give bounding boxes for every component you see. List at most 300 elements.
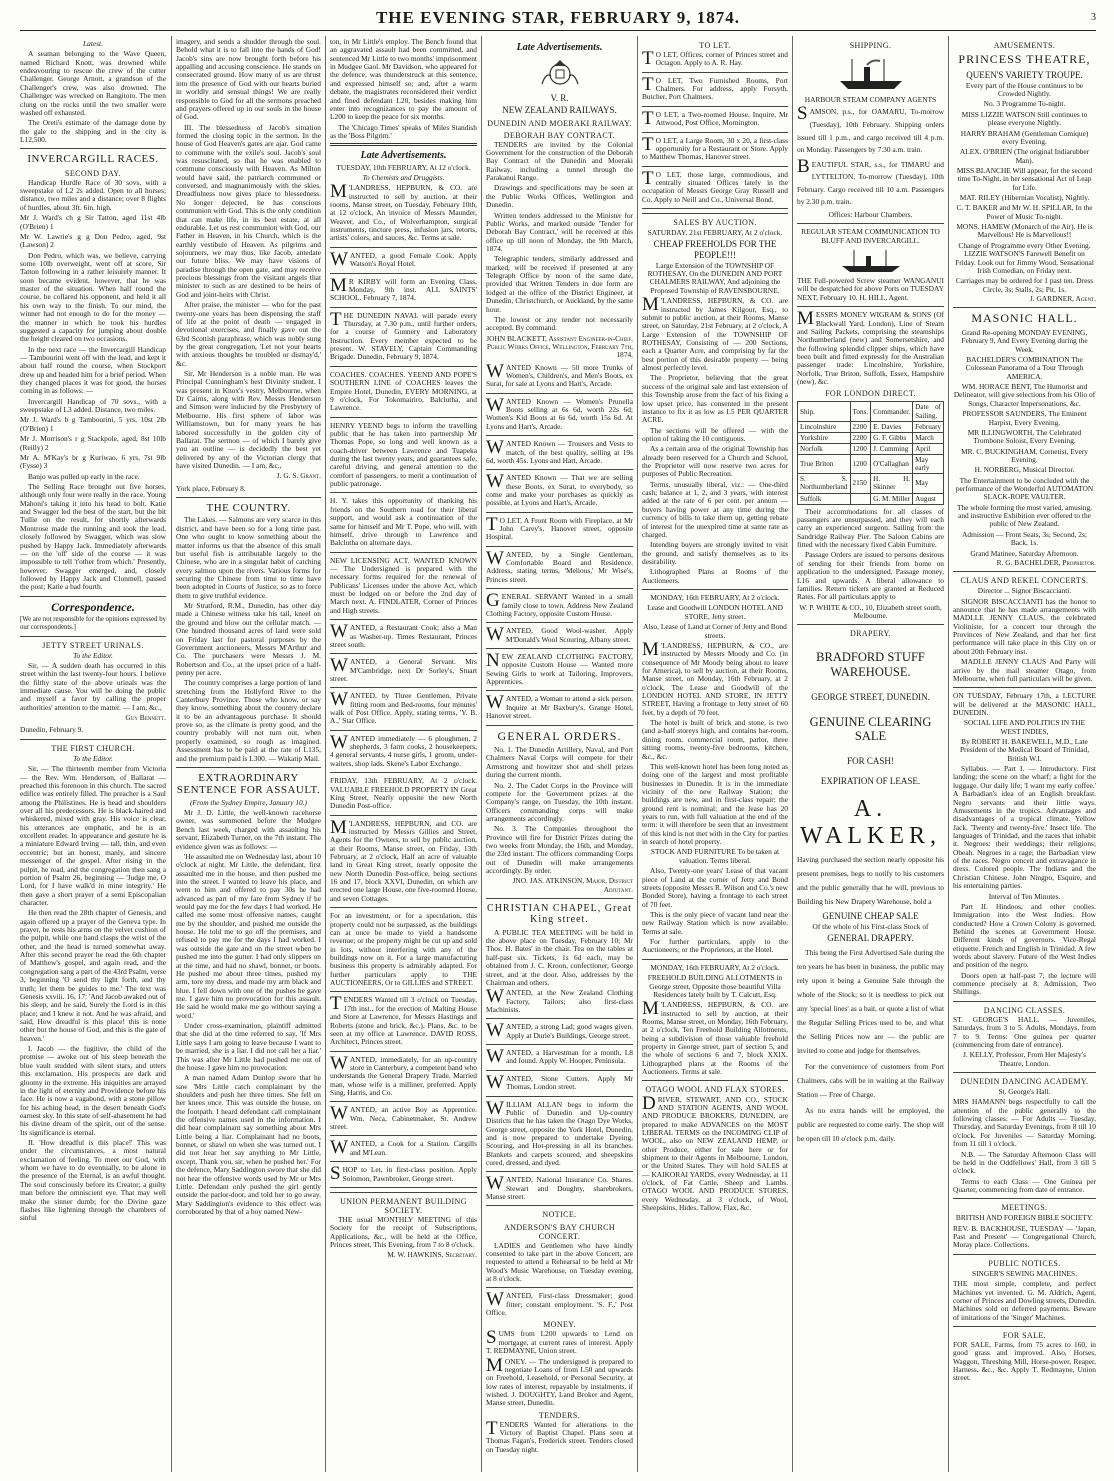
- ad-text: ILLIAM ALLAN begs to inform the Public of Dunedin and Up-country Districts that he has taken the Otago Dye Works, George street, opposite the York Hotel, Dunedin, and is now prepared to undertake Dyeing, Scouring, and Hot-pressing in all its branches. Blankets and carpets scoured, and sheepskins cured, dressed, and dyed.: [486, 1099, 633, 1168]
- drop-cap: W: [486, 394, 504, 416]
- paragraph: Part II. Hindoos, and other coolies. Immigration into the West Indies. How conducted? How a Crown Colony is governed. Behind the scenes at Government House. Different kinds of governors. Vice-Regal etiquette. French and English in Trinidad. A few words about slavery. Future of the West Indies and position of the negro.: [953, 901, 1096, 970]
- tenders-heading: TENDERS.: [538, 1410, 581, 1420]
- classified-ad: [642, 73, 788, 102]
- divider: [486, 435, 633, 436]
- table-cell: True Briton: [798, 455, 851, 474]
- ad-text: ANTED, immediately, for an up-country store in Canterbury, a competent hand who understands the General Drapery Trade. Married man, whose wife is a milliner, preferred. Apply Sing, Harris, and Co.: [330, 1054, 477, 1098]
- ad-text: ANTED, Stone Cutters. Apply Mr Thomas, London street.: [505, 1073, 633, 1092]
- paragraph: Having purchased the section nearly opposite his present premises, begs to notify to his customers and the public generally that he will, previous to Building his New Drapery Warehouse, hold a: [797, 854, 944, 906]
- program-line: H. NORBERG, Musical Director.: [974, 465, 1075, 475]
- program-line: Admission — Front Seats, 3s; Second, 2s; Back, 1s.: [962, 529, 1087, 548]
- divider: [486, 1205, 633, 1206]
- drop-cap: B: [797, 155, 810, 177]
- drop-cap: T: [642, 133, 654, 155]
- ad-text: HOP to Let, in first-class position. Apply Solomon, Pawnbroker, George street.: [342, 1165, 477, 1183]
- divider: [486, 690, 633, 691]
- drop-cap: W: [330, 621, 348, 643]
- divider: [20, 148, 166, 149]
- table-cell: 1200: [850, 455, 871, 474]
- ad-text: ENDERS Wanted till 3 o'clock on Tuesday, 17th inst., for the erection of Malting House and Store at Lawrence, for Messrs Hastings and Roberts (stone and brick, &c.). Plans, &c. to be seen at my office at Lawrence. DAVID ROSS, Architect, Princes street.: [330, 995, 477, 1047]
- ad-text: NEW LICENSING ACT. WANTED KNOWN — The Undersigned is prepared with the necessary forms required for the renewal of Publicans' Licenses under the above Act, which must be lodged on or before the 2nd day of March next. A. FINDLATER, Corner of Princes and High streets.: [330, 555, 477, 615]
- divider: [486, 648, 633, 649]
- program-line: Change of Programme every Other Evening. LIZZIE WATSON'S Farewell Benefit on Friday. Look out for Jimmy Wood, Sensational Irish Comedian, on Friday next.: [955, 240, 1094, 275]
- table-cell: [850, 493, 871, 504]
- table-cell: S. S. Northumberland: [798, 474, 851, 493]
- paragraph: As a certain area of the original Township has already been reserved for a Church and School, the Proprietor will now reserve two acres for purposes of Public Recreation.: [642, 444, 788, 479]
- table-cell: April: [913, 443, 944, 454]
- walker-name: A. WALKER,: [800, 796, 941, 850]
- paragraph: No. 1. The Dunedin Artillery, Naval, and Port Chalmers Naval Corps will compete for their Armstrong and howitzer shot and shell prizes during the current month.: [486, 745, 633, 780]
- masonic-hall: MASONIC HALL.: [971, 311, 1078, 326]
- drop-cap: T: [642, 48, 654, 70]
- ad-text: ANTED, a Restaurant Cook; also a Man as Washer-up. Times Restaurant, Princes street south.: [330, 623, 477, 649]
- ad-text: R KIRBY will form an Evening Class, Monday, 9th inst. ALL SAINTS' SCHOOL. February 7, 1874.: [330, 276, 477, 303]
- drop-cap: W: [486, 1071, 504, 1093]
- ad-text: For an investment, or for a speculation, this property could not be surpassed, as the buildings can at once be made to yield a handsome revenue; or the property might be cut up and sold in lots, without interfering with any of the buildings now on it. For a large manufacturing business this property is admirably adapted. For further particulars apply to THE AUCTIONEERS, Or to GILLIES and STREET.: [330, 911, 477, 988]
- rail-contract: DEBORAH BAY CONTRACT.: [503, 130, 616, 140]
- table-cell: May: [913, 474, 944, 493]
- classified-ad: [642, 48, 788, 70]
- drop-cap: T: [642, 167, 654, 189]
- divider: [486, 512, 633, 513]
- rail-subheading: DUNEDIN AND MOERAKI RAILWAY.: [487, 118, 632, 128]
- program-line: MISS BLANCHE Will appear, for the second time To-Night, in her sensational Act of Leap for Life.: [956, 165, 1093, 192]
- auction-heading: SALES BY AUCTION.: [673, 218, 757, 228]
- drop-cap: W: [330, 1052, 348, 1074]
- classified-ad: [642, 638, 788, 717]
- letter-body: I. Jacob — the fugitive, the child of the promise — awoke out of his sleep beneath the blue vault studded with silent stars, and utters this exclamation. His prospects are dark and gloomy in the extreme. His iniquities are arrayed in the light of eternity and Providence before his face. He is now a vagabond, with a stone pillow for his aching head, in the desert beneath God's earnest sky. In this state of self-abasement he had his divine dream of the spirit, out of the sense. Its significance is eternal.: [20, 1044, 166, 1137]
- drop-cap: G: [486, 590, 500, 612]
- divider: [642, 1080, 788, 1081]
- drop-cap: M: [330, 181, 347, 203]
- classified-ad: [486, 624, 633, 646]
- general-drapery: GENERAL DRAPERY.: [827, 933, 914, 944]
- letter-body: Sir, — A sudden death has occurred in this street within the last twenty-four hours. I believe the filthy state of the above urinals was the immediate cause. You will be doing the public and myself a favor by calling the proper authorities' attention to the matter. — I am, &c.,: [20, 660, 166, 712]
- letter-signature: J. G. S. Grant.: [276, 471, 321, 481]
- paragraph: This is the only piece of vacant land near the new Railway Station which is now available. Terms at sale.: [642, 910, 788, 936]
- classified-ads: [486, 986, 633, 1206]
- ad-text: EW ZEALAND CLOTHING FACTORY, opposite Custom House — Wanted more Sewing Girls to work at Tailoring, Improvers, Apprentices.: [486, 652, 633, 687]
- for-cash: FOR CASH!: [847, 756, 894, 767]
- column-header: Tons.: [850, 402, 871, 421]
- paragraph: The Lakes. — Salmons are very scarce in this district, and have been so for a long time past. One who ought to know something about the matter informs us that the absence of this small but useful fish is attributable largely to the Chinese, who are in a singular habit of catching every salmon upon the rivers. Various forms for securing the Chinese from time to time have been adopted in Courts of Justice, so as to force them to give truthful evidence.: [176, 515, 321, 600]
- divider: [176, 497, 321, 498]
- divider: [330, 772, 477, 773]
- shipping-heading: SHIPPING.: [849, 41, 892, 50]
- paragraph: THE usual MONTHLY MEETING of this Society for the receipt of Subscriptions, Applications, &c., will be held at the Office, Princes street, This Evening, from 7 to 8 o'clock.: [330, 1214, 477, 1250]
- paragraph: Under cross-examination, plaintiff admitted that she did at the time referred to say, 'If Mrs Little says I am going to leave because I want to be married, she is a liar. I did not call her a liar.' This was after Mr Little had pushed me out of the house. I gave him no provocation.: [176, 1021, 321, 1072]
- ad-text: AMSON, p.s., for OAMARU, To-morrow (Tuesday), 10th February. Shipping orders issued till 1 p.m., and cargo received till 4 p.m. on Monday. Passengers by 7.30 a.m. train.: [797, 107, 944, 155]
- race-result: Mr J. Morrison's r g Stackpole, aged, 8st 10lb (Reilly) 2: [20, 434, 166, 452]
- paragraph: Handicap Hurdle Race of 30 sovs, with a sweepstake of L2 2s added. Open to all horses; distance, two miles and a distance; over 8 flights of hurdles, about 3ft. 6in. high.: [20, 177, 166, 212]
- column-rule: [792, 36, 793, 1472]
- divider: [953, 571, 1096, 572]
- auction-date: SATURDAY, 21st FEBRUARY, At 2 o'clock.: [647, 228, 783, 238]
- late-ads-heading: Late Advertisements.: [516, 42, 603, 53]
- classified-ad: [486, 1046, 633, 1068]
- divider: [486, 1044, 633, 1045]
- table-cell: 2150: [850, 474, 871, 493]
- column-6: [797, 38, 944, 1470]
- classified-ad: [486, 437, 633, 465]
- divider: [330, 730, 477, 731]
- paragraph: Lithographed Plans at Rooms of the Auctioneers.: [642, 567, 788, 585]
- ad-text: ANTED, a General Servant. Mrs M'Cambridge, next Dr Sorley's, Stuart street.: [330, 657, 477, 683]
- ad-text: ANTED Known — Trousers and Vests to match, of the best quality, selling at 19s 6d, worth 45s. Lyons and Hart, Arcade.: [486, 439, 633, 465]
- auction-date: TUESDAY, 10th FEBRUARY, At 12 o'clock.: [336, 162, 471, 172]
- classified-ad: [330, 497, 477, 547]
- auction-subtitle: To Chemists and Druggists.: [362, 172, 445, 182]
- london-heading: FOR LONDON DIRECT.: [825, 389, 916, 399]
- paragraph: Banjo was pulled up early in the race.: [28, 471, 140, 481]
- program-line: MR ILLINGWORTH, The Celebrated Trombone Soloist, Every Evening.: [967, 427, 1082, 446]
- paragraph: III. The blessedness of Jacob's situation formed the closing topic in the sermon. In the house of God Heaven's gates are ajar. God came to commune with the exile's soul. Jacob's soul was resuscitated, so that he was enabled to commune consciously with Heaven. As Milton would have said, the patriarch communed or conversed, and magnanimously with the skies. Dreadfulness now gives place to blessedness. No longer dejected, he has conscious communion with God. This is the only condition that can make life, in its best estate, at all endurable. Let us rest communion with God, our Father in Heaven, in his Church, which is the earthly vestibule of Heaven. As pilgrims and sojourners, we may thus, like Jacob, antedate our future bliss. We may have visions of paradise through the open gate, and may receive precious blessings from the visitant angels that minister to such as are destined to be heirs of God and joint-heirs with Christ.: [176, 122, 321, 299]
- table-row: [798, 443, 944, 454]
- drop-cap: W: [486, 1289, 504, 1311]
- classified-ad: [330, 731, 477, 768]
- rail-signature: JOHN BLACKETT, Assistant Engineer-in-Chief. Public Works Office, Wellington, February 7th, 1874.: [486, 333, 633, 360]
- paragraph: The country comprises a large portion of land stretching from the Hollyford River to the Canterbury Province. Those who know, or say they know, something about the country declare it to be an advantageous purchase. It should prove so, as the climate is pretty good, and the country probably will not turn out, when properly examined, so rough as imagined. Assessment has to be paid at the rate of L135, and the premium paid is L300. — Wakatip Mail.: [176, 678, 321, 763]
- classified-ads: [330, 181, 477, 1188]
- latest-heading: Latest.: [83, 39, 103, 48]
- paragraph: Their accommodations for all classes of passengers are unsurpassed, and they will each carry an experienced surgeon. Sailing from the Sandridge Railway Pier. The Saloon Cabins are fitted with the necessary fixed Cabin Furniture.: [797, 506, 944, 550]
- classified-ad: [330, 557, 477, 616]
- classified-ad: [486, 1097, 633, 1168]
- divider: [486, 898, 633, 899]
- lecture-notice: ON TUESDAY, February 17th, a LECTURE will be delivered at the MASONIC HALL, DUNEDIN.: [953, 691, 1096, 717]
- classified-ad: [486, 1354, 633, 1408]
- divider: [953, 687, 1096, 688]
- lecturer: By ROBERT H. BAKEWELL, M.D., Late President of the Medical Board of Trinidad, British W.I.: [959, 737, 1090, 763]
- divider: [330, 273, 477, 274]
- ad-text: ANTED Known — That we are selling these Boots, ex Surat, to everybody, so come and make your purchases as quickly as possible, at Lyons and Hart's, Arcade.: [486, 473, 633, 508]
- divider: [330, 307, 477, 308]
- divider: [330, 619, 477, 620]
- ad-text: UMS from L200 upwards to Lend on mortgage, at current rates of interest. Apply T. REDMAYNE, Union street.: [486, 1329, 633, 1356]
- paragraph: A man named Adam Dunlop swore that he saw 'Mrs Little catch complainant by the shoulders and push her three times. She fell on her knees once. This was outside the house, on the footpath. I heard defendant call complainant the offensive names used in the information. I did hear complainant say something about Mrs Little being a liar. Complainant had no boots, bonnet, or shawl on when she was turned out. I did not hear her say anything to Mr Little, except, Thank you, sir, when he pushed her.' For the defence, Mary Saddington swore that she did not hear the offensive words used by Mr or Mrs Little. Defendant only pushed the girl gently outside the parlor-door, and told her to go away. Mary Saddington's evidence to this effect was corroborated by that of a boy named New-: [176, 1073, 321, 1216]
- paragraph: Intending buyers are strongly invited to visit the ground, and satisfy themselves as to its desirability.: [642, 540, 788, 566]
- ad-text: ANTED, a good Female Cook. Apply Watson's Royal Hotel.: [349, 250, 477, 269]
- table-cell: O'Callaghan: [871, 455, 913, 474]
- singer-heading: SINGER'S SEWING MACHINES.: [971, 1268, 1077, 1278]
- bible-heading: BRITISH AND FOREIGN BIBLE SOCIETY.: [955, 1213, 1094, 1223]
- drop-cap: W: [330, 731, 348, 753]
- paragraph: Mr Stratford, R.M., Dunedin, has other day made a Chinese witness take his tail, kneel on the ground and blow out the cellular match. — One hundred thousand acres of land were sold on Friday last for pastoral purposes by the Government auctioneers, Messrs M'Arthur and Co. The purchasers were Messrs J. M. Robertson and Co., at the upset price of a half-penny per acre.: [176, 601, 321, 677]
- paragraph: imagery, and sends a shudder through the soul. Behold what it is to fall into the hands of God! Jacob's sins are now brought forth before his appalling and accusing conscience. He stands on consecrated ground. How many of us are thrust into the presence of God with our hearts buried in worldly and sensual things! We are really responsible to God for all the sermons preached and prayers offered up in our souls in the house of God.: [176, 38, 321, 122]
- ad-text: ANTED, First-class Dressmaker; good fitter; constant employment. 'S. F.,' Post Office.: [486, 1291, 633, 1318]
- paragraph: No. 2. The Cadet Corps in the Province will compete for the Government prizes at the Company's range, on Tuesday, the 10th instant. Officers commanding corps will make arrangements accordingly.: [486, 780, 633, 823]
- paragraph: Doors open at half-past 7; the lecture will commence precisely at 8. Admission, Two Shillings.: [953, 970, 1096, 997]
- classified-ad: [797, 103, 944, 156]
- classified-ad: [642, 107, 788, 129]
- classified-ad: [486, 1071, 633, 1093]
- divider: [330, 991, 477, 992]
- ad-text: ANTED immediately — 6 ploughmen, 2 shepherds, 3 farm cooks, 2 housekeepers, 4 general servants, 4 nurse girls, 1 groom, under-waiters, shop lads. Skene's Labor Exchange.: [330, 733, 477, 768]
- academy-heading: DUNEDIN DANCING ACADEMY.: [960, 1077, 1089, 1086]
- classified-ad: [486, 1020, 633, 1042]
- divider: [953, 1001, 1096, 1002]
- table-row: [798, 455, 944, 474]
- divider: [330, 1161, 477, 1162]
- letter-salutation: To the Editor.: [73, 753, 113, 763]
- paragraph: Syllabus. — Part I. — Introductory. First landing; the scene on the wharf; a fight for the luggage. Our daily life; 'I want my early coffee.' A Barbadian's idea of an English breakfast. Negro servants and their little ways. Amusements in the tropics. Advantages and disadvantages of a tropical climate. Yellow Jack. 'Twenty and twenty-five.' Insect life. The languages of Trinidad, and the races that inhabit it. Negroes: their weddings; their religions; Obeah. Negroes in a rage; the Barbadian view of the races. Negro conceit and extravagance in dress. Colored people. The Indians and the Christian Chinese. John Ningpo, Esquire, and his entertaining parties.: [953, 764, 1096, 891]
- divider: [642, 213, 788, 214]
- program-line: MR. C. BUCKINGHAM, Cornetist, Every Evening.: [961, 446, 1088, 464]
- stock-line: Of the whole of his First-class Stock of: [812, 921, 929, 931]
- classified-ad: [486, 1289, 633, 1318]
- letter-title: THE FIRST CHURCH.: [51, 743, 135, 753]
- ad-text: ANTED, by Three Gentlemen, Private fitting room and Bed-rooms, four minutes' walk of Post Office. Apply, stating terms, 'Y. B. A.,' Star Office.: [330, 691, 477, 726]
- paragraph: The 'Chicago Times' speaks of Miles Standish as the 'Boss Pilgrim.': [330, 122, 477, 140]
- royal-crest-icon: [532, 56, 588, 90]
- letter-title: JETTY STREET URINALS.: [42, 640, 144, 650]
- claus-heading: CLAUS AND REKEL CONCERTS.: [960, 576, 1089, 586]
- race-result: Mr W. Lawrie's g g Don Pedro, aged, 9st (Lawson) 2: [20, 231, 166, 250]
- drop-cap: W: [486, 547, 504, 569]
- divider: [330, 653, 477, 654]
- paragraph: Don Pedro, which was, we believe, carrying some 10lb overweight, went off at score, Sir Tatton following in a rather leisurely manner. It soon became evident, however, that he was master of the situation. When half round the course, he collared his opponent, and held it all his own way to the finish. To our mind, the winner had not enough to do for the money — the manner in which he took his hurdles suggested a capacity for jumping about double the height cleared on two occasions.: [20, 250, 166, 344]
- column-7: [953, 38, 1096, 1470]
- ad-text: H. Y. takes this opportunity of thanking his friends on the Southern road for their liberal support, and would ask a continuation of the same for himself and Mr T. Pope, who will, with himself, drive through to Lawrence and Balclutha on alternate days.: [330, 496, 477, 548]
- cheap-freeholds: CHEAP FREEHOLDS FOR THE PEOPLE!!!: [653, 239, 777, 260]
- drop-cap: S: [797, 103, 808, 125]
- classified-ad: [486, 1173, 633, 1202]
- princess-theatre: PRINCESS THEATRE,: [958, 52, 1091, 67]
- race-result: Mr J. Ward's ch g Sir Tatton, aged 11st 4lb (O'Brien) 1: [20, 213, 166, 231]
- paragraph: SIGNOR BISCACCIANTI has the honor to announce that he has made arrangements with MADLLE JENNY CLAUS, the celebrated Violiniste, for a concert tour through the Provinces of New Zealand, and that her first performance will take place in this City on or about 20th February inst.: [953, 596, 1096, 656]
- sentence-heading: EXTRAORDINARY SENTENCE FOR ASSAULT.: [176, 771, 321, 797]
- race-result: Mr J. Ward's b g Tambourini, 5 yrs, 10st 2lb (O'Brien) 1: [20, 415, 166, 433]
- drop-cap: T: [330, 993, 342, 1015]
- meetings-heading: MEETINGS.: [1001, 1203, 1048, 1213]
- divider: [330, 1135, 477, 1136]
- paragraph: No. 3. The Companies throughout the Province will fire for District Prizes during the two weeks from Monday, the 16th, and Monday, the 23rd instant. The officers commanding Corps out of Dunedin will make arrangements accordingly. By order.: [486, 824, 633, 876]
- classified-ad: [486, 513, 633, 542]
- ad-text: ENERAL SERVANT Wanted in a small family close to town. Address New Zealand Clothing Factory, opposite Custom House.: [486, 592, 633, 618]
- paragraph: Passage Orders are issued to persons desirous of sending for their friends from home on application to the undersigned. Passage money, L16 and upwards. A liberal allowance to families. Return tickets are granted at Reduced Rates. For all particulars apply to: [797, 550, 944, 602]
- paragraph: Mr J. D. Little, the well-known racehorse owner, was summoned before the Mudgee Bench last week, charged with assaulting his servant, Elizabeth Turner, on the 7th instant. The evidence given was as follows: —: [176, 808, 321, 851]
- ad-text: COACHES. COACHES. YEEND AND POPE'S SOUTHERN LINE of COACHES leaves the Empire Hotel, Dunedin, EVERY MORNING, at 9 o'clock, For Tokomairiro, Balclutha, and Lawrence.: [330, 369, 477, 413]
- divider: [486, 725, 633, 726]
- paragraph: ST. GEORGE'S HALL. — Juveniles, Saturdays, from 3 to 5. Adults, Mondays, from 7 to 9. Terms: One guinea per quarter (commencing from date of entrance).: [953, 1014, 1096, 1049]
- program-line: WM. HORACE BENT, The Humorist and Delineator, will give selections from his Olio of Songs, Character Impersonations, &c.: [953, 382, 1096, 408]
- classified-ad: [330, 422, 477, 489]
- sailing-table: [797, 401, 944, 504]
- classified-ad: [486, 650, 633, 687]
- table-cell: Yorkshire: [798, 432, 851, 443]
- divider: [486, 1096, 633, 1097]
- chapel-heading: CHRISTIAN CHAPEL, Great King street.: [487, 903, 632, 926]
- union-signature: M. W. HAWKINS, Secretary.: [387, 1250, 477, 1260]
- steamship-icon: [834, 53, 908, 93]
- paragraph: A PUBLIC TEA MEETING will be held in the above place on Tuesday, February 10; Mr Thos. H. Bates' in the chair. Tea on the tables at half-past six. Tickets, 1s 6d each, may be obtained from J. C. Kroon, confectioner, George street, and at the door. Also, addresses by the Chairman and others.: [486, 927, 633, 987]
- table-cell: 2200: [850, 432, 871, 443]
- drop-cap: W: [486, 1173, 504, 1195]
- program-line: BACHELDER'S COMBINATION The Colossean Panorama of a Tour Through AMERICA.: [965, 354, 1084, 381]
- auction-date: MONDAY, 16th FEBRUARY, At 2 o'clock.: [650, 593, 780, 603]
- masonic-program: [953, 329, 1096, 558]
- divider: [486, 588, 633, 589]
- paragraph: This well-known hotel has been long noted as doing one of the largest and most profitable businesses in Dunedin. It is in the immediate vicinity of the new Railway Station; the buildings are new, and in first-class repair; the ground rent is nominal; and the lease has 20 years to run, with full valuation at the end of the term: it will therefore be seen that an investment of this kind is not met with in the City for parties in search of hotel property.: [642, 761, 788, 847]
- drop-cap: W: [330, 689, 348, 711]
- ad-text: ANTED, an active Boy as Apprentice. Wm. Neca, Cabinetmaker, St. Andrew street.: [330, 1105, 477, 1132]
- program-line: ALEX. O'BRIEN (The original Indiarubber Man).: [959, 147, 1090, 165]
- classified-ads: [642, 48, 788, 209]
- drop-cap: T: [330, 308, 342, 330]
- drop-cap: M: [797, 308, 814, 330]
- paragraph: LADIES and Gentlemen who have kindly consented to take part in the above Concert, are requested to attend a Rehearsal to be held at Mr Wood's Music Warehouse, on Tuesday evening, at 8 o'clock.: [486, 1240, 633, 1283]
- column-5: [642, 38, 788, 1470]
- paragraph: A seaman belonging to the Wave Queen, named Richard Knott, was drowned while endeavouring to rescue the crew of the cutter Challenger. George Arnott, a grandson of the Challenger's crew, was also drowned. The Challenger was wrecked on Rangitoto. The men clung on the rocks until the two smaller were washed off exhausted.: [20, 49, 166, 117]
- program-line: Every part of the House continues to be Crowded Nightly.: [965, 80, 1084, 99]
- column-rule: [481, 36, 482, 1472]
- paragraph: The Proprietor, believing that the great success of the original sale and last extension of this Township arose from the fact of his fixing a low upset price, has consented in the present instance to fix it as low as L5 PER QUARTER ACRE.: [642, 373, 788, 425]
- program-line: Grand Matinee, Saturday Afternoon.: [970, 548, 1079, 558]
- table-cell: G. M. Miller: [871, 493, 913, 504]
- divider: [953, 1198, 1096, 1199]
- classified-ad: [797, 155, 944, 209]
- ad-text: ANTED, a Cook for a Station. Cargills and M'Lean.: [349, 1139, 477, 1157]
- drop-cap: W: [486, 1046, 504, 1068]
- table-row: [798, 432, 944, 443]
- extension-title: Large Extension of the TOWNSHIP OF ROTHESAY, On the DUNEDIN AND PORT CHALMERS RAILWAY, And adjoining the Proposed Township of RAVENSBOURNE.: [647, 260, 783, 295]
- races-subheading: SECOND DAY.: [65, 168, 121, 178]
- dancing-heading: DANCING CLASSES.: [983, 1005, 1066, 1015]
- program-line: MAT. RILEY (Hibernian Vocalist), Nightly.: [959, 193, 1090, 203]
- drop-cap: T: [486, 513, 498, 535]
- masthead-title: THE EVENING STAR, FEBRUARY 9, 1874.: [375, 8, 741, 27]
- ad-text: ESSRS MONEY WIGRAM & SONS (Of Blackwall Yard, London), Line of Steam and Sailing Packets, comprising the steamships Northumberland (new) and Somersetshire, and the following splendid clipper ships, which have been built and fitted expressly for the Australian passenger trade: Lincolnshire, Yorkshire, Norfolk, True Briton, Suffolk, Essex, Hampshire (new), &c.: [797, 310, 944, 387]
- divider: [330, 1187, 477, 1188]
- drop-cap: W: [486, 1020, 504, 1042]
- drop-cap: W: [486, 437, 504, 459]
- divider: [953, 1326, 1096, 1327]
- ad-text: FRIDAY, 13th FEBRUARY, At 2 o'clock. VALUABLE FREEHOLD PROPERTY IN Great King Street, Nearly opposite the new North Dunedin Post-office.: [330, 776, 477, 811]
- auction-date: MONDAY, 16th FEBRUARY, At 2 o'clock.: [650, 962, 780, 972]
- column-rule: [171, 36, 172, 1472]
- classified-ad: [330, 689, 477, 726]
- classified-ad: [330, 621, 477, 649]
- classified-ad: [330, 1163, 477, 1185]
- ad-text: ANTED Known — 50 more Trunks of Women's, Children's, and Men's Boots, ex Surat, for sale at Lyons and Hart's, Arcade.: [486, 362, 633, 389]
- paragraph: This being the First Advertised Sale during the ten years he has been in business, the public may rely upon it being a Genuine Sale through the whole of the Stock; so it is needless to pick out any 'special lines' as a bait, or quote a list of what the Regular Selling Prices used to be, and what the Selling Prices now are — the public are invited to come and judge for themselves.: [797, 947, 944, 1055]
- late-ads-heading: Late Advertisements.: [360, 150, 447, 162]
- classified-ad: [486, 590, 633, 618]
- classified-ad: [330, 308, 477, 362]
- table-cell: Suffolk: [798, 493, 851, 504]
- table-body: [798, 421, 944, 504]
- ad-text: HE DUNEDIN NAVAL will parade every Thursday, at 7.30 p.m., until further orders, for a course of Gunnery and Laboratory Instruction. Every member expected to be present. W. STAVELY, Captain Commanding Brigade. Dunedin, February 9, 1874.: [330, 310, 477, 362]
- drop-cap: W: [486, 1097, 504, 1119]
- table-cell: H. H. Skinner: [871, 474, 913, 493]
- freehold-title: FREEHOLD BUILDING ALLOTMENTS in George street, Opposite those beautiful Villa Residences lately built by T. Calcutt, Esq.: [647, 973, 783, 999]
- divider: [486, 1287, 633, 1288]
- classified-ad: [486, 692, 633, 721]
- ad-text: O LET, a Large Room, 30 x 20, a first-class opportunity for a Restaurant or Store. Apply to Matthew Thomas, Hanover street.: [642, 135, 788, 162]
- race-result: Mr A. M'Kay's br g Kuriwao, 6 yrs, 7st 9lb (Fysse) 3: [20, 452, 166, 471]
- paragraph: THE Full-powered Screw steamer WANGANUI will be despatched for above Ports on TUESDAY NEXT, February 10. H. HILL, Agent.: [797, 276, 944, 302]
- divider: [642, 589, 788, 590]
- ad-text: ANTED Known — Women's Prunella Boots selling at 6s 6d, worth 22s 6d; Women's Kid Boots at 6s 6d, worth 15s 6d. At Lyons and Hart's, Arcade.: [486, 396, 633, 431]
- drop-cap: D: [642, 1092, 656, 1114]
- column-header: Date of Sailing.: [913, 402, 944, 421]
- page-number: 3: [1091, 12, 1096, 23]
- divider: [642, 208, 788, 209]
- paragraph: As no extra hands will be employed, the public are requested to come early. The shop will be open till 10 o'clock p.m. daily.: [797, 1106, 944, 1144]
- divider: [330, 366, 477, 367]
- table-row: [798, 421, 944, 432]
- table-row: [798, 474, 944, 493]
- ad-text: ANTED, a Woman to attend a sick person. Inquire at Mr Baxbury's, Grange Hotel, Hanover street.: [486, 694, 633, 721]
- divider: [486, 393, 633, 394]
- paragraph: Also, Twenty-one years' Lease of that vacant piece of Land at the corner of Jetty and Bond streets (opposite Messrs R. Wilson and Co.'s new Bonded Store), having a frontage to each street of 70 feet.: [642, 866, 788, 909]
- program-line: The Entertainment to be concluded with the performance of the Wonderful AUTOMATON SLACK-ROPE VAULTER.: [955, 475, 1094, 502]
- queens-troupe: QUEEN'S VARIETY TROUPE.: [966, 69, 1083, 80]
- general-orders-heading: GENERAL ORDERS.: [497, 728, 622, 743]
- ad-text: ANTED, National Insurance Co. Shares. Stewart and Doughty, sharebrokers, Manse street.: [486, 1175, 633, 1202]
- paragraph: REV. B. BACKHOUSE, TUESDAY — 'Japan, Past and Present' — Congregational Church, Moray place. Collections.: [953, 1223, 1096, 1250]
- paragraph: In the next race — the Invercargill Handicap — Tambourini went off with the lead, and kept it about half round the course, when Stockport drew up and headed him for a brief period. When they changed places it was for good, the horses coming in as follows: —: [20, 344, 166, 396]
- classified-ads: [486, 360, 633, 726]
- paragraph: Terms, unusually liberal, viz.: — One-third cash; balance at 1, 2, and 3 years, with interest added at the rate of 6 per cent. per annum — buyers having power at any time during the currency of bills to take them up, getting rebate of interest for the unexpired time at same rate as charged.: [642, 479, 788, 539]
- letter-body: II. 'How dreadful is this place!' This was under the circumstances, a most natural exclamation of feeling. To meet our God, with whom we have to do eventually, to be alone in the presence of the Eternal, is an awful thought. The soul consciously before its Creator; a guilty man before the omniscient eye. That may well make the sinner dumb; for the Divine gaze flashes like lightning through the chambers of sinful: [20, 1138, 166, 1223]
- classified-ad: [330, 1052, 477, 1098]
- offices-note: Offices: Harbour Chambers.: [828, 210, 913, 220]
- notice-heading: NOTICE.: [542, 1210, 577, 1220]
- ad-text: 'LANDRESS, HEPBURN, & CO. are instructed to sell by auction, at their Rooms, Manse street, on Monday, 16th February, at 2 o'clock, Ten Freehold Building Allotments, being a subdivision of those valuable freehold property in George street, part of section 5, and the whole of sections 6 and 7, block XXIX. Lithographed plans at the Rooms of the Auctioneers. Terms at sale.: [642, 1000, 788, 1077]
- classified-ad: [486, 394, 633, 431]
- column-2: [176, 38, 321, 1470]
- theatre-signature: J. GARDNER, Agent.: [1029, 294, 1096, 303]
- dancing-signature: J. KELLY, Professor, From Her Majesty's Theatre, London.: [963, 1050, 1086, 1068]
- divider: [330, 143, 477, 146]
- divider: [330, 1192, 477, 1193]
- divider: [797, 624, 944, 625]
- ad-text: 'LANDRESS, HEPBURN, & CO., are instructed by Messrs Moody and Co. (in consequence of Mr Moody being about to leave for America), to sell by auction, at their Rooms, Manse street, on Monday, 16th February, at 2 o'clock, The Lease and Goodwill of the LONDON HOTEL AND STORE, IN JETTY STREET, Having a frontage to Jetty street of 60 feet, by a depth of 70 feet.: [642, 640, 788, 717]
- masonic-signature: R. G. BACHELDER, Proprietor.: [996, 557, 1096, 567]
- steamship-icon: [834, 248, 908, 274]
- ad-text: O LET, A Front Room with Fireplace, at Mr John Carey's, Hanover street, opposite Hospital.: [486, 515, 633, 542]
- regular-heading: REGULAR STEAM COMMUNICATION TO BLUFF AND INVERCARGILL.: [801, 227, 940, 245]
- divider: [330, 417, 477, 418]
- drop-cap: N: [486, 650, 500, 671]
- paragraph: THE most simple, complete, and perfect Machines yet invented. G. M. Aldrich, Agent, corner of Princes and Dowling streets, Dunedin. Machines sold on deferred payments. Beware of imitations of the 'Singer' Machines.: [953, 1279, 1096, 1322]
- classified-ad: [330, 912, 477, 987]
- divider: [642, 166, 788, 167]
- drop-cap: M: [330, 816, 347, 838]
- drop-cap: W: [330, 248, 348, 270]
- classified-ad: [486, 360, 633, 389]
- paragraph: MRS HAMANN begs respectfully to call the attention of the public generally to the following classes: — For Adults — Tuesday, Thursday, and Saturday Evenings, from 8 till 10 o'clock. For Juveniles — Saturday Morning, from 11 till 1 o'clock.: [953, 1097, 1096, 1149]
- paragraph: The Oreti's estimate of the damage done by the gale to the shipping and in the city is L12,500.: [20, 118, 166, 144]
- ad-text: ANTED, at the New Zealand Clothing Factory, Tailors; also first-class Machinists.: [486, 988, 633, 1014]
- clearing-sale: GENUINE CLEARING SALE: [809, 714, 932, 743]
- column-header: Ship.: [798, 402, 851, 421]
- program-line: PROFESSOR SAUNDERS, The Eminent Harpist, Every Evening.: [962, 409, 1087, 427]
- classified-ad: [330, 655, 477, 683]
- drop-cap: W: [486, 624, 504, 646]
- drop-cap: M: [642, 638, 659, 660]
- stock-furniture: STOCK AND FURNITURE To be taken at valuation. Terms liberal.: [650, 847, 780, 865]
- classified-ad: [642, 1092, 788, 1213]
- program-line: C. T. BAKER and Mr W. H. SPILLAR, In the Power of Music To-night.: [956, 203, 1093, 221]
- editor-note: [We are not responsible for the opinions expressed by our correspondents.]: [20, 616, 166, 631]
- theatre-program: [953, 82, 1096, 294]
- drop-cap: W: [330, 1137, 348, 1159]
- divider: [642, 959, 788, 960]
- masthead: [20, 6, 1096, 31]
- to-let-heading: TO LET.: [699, 41, 731, 50]
